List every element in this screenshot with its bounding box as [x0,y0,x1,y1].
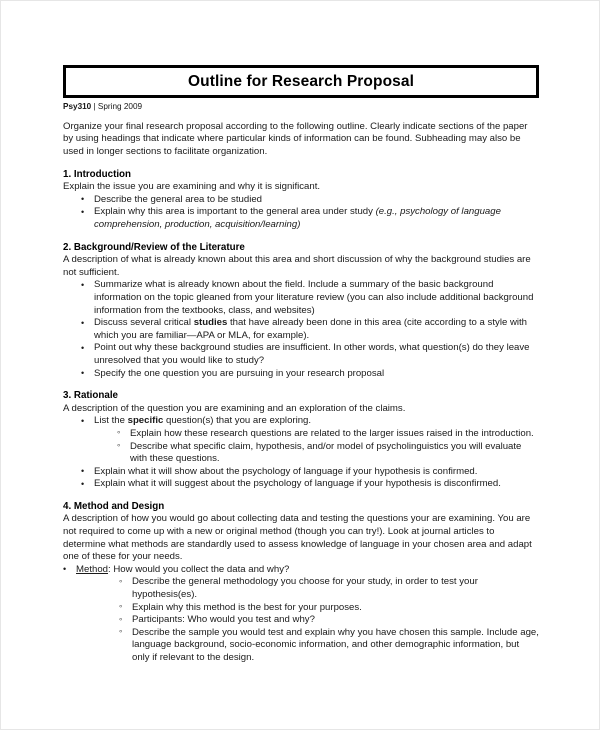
list-item-text: Describe the general methodology you choose for your study, in order to test your hypothesis(es). [132,576,478,601]
section-heading: 1. Introduction [63,168,132,180]
list-item [81,279,539,317]
section-method-and-design [63,501,539,665]
section-background [63,242,539,381]
list-item-text-after: question(s) that you are exploring. [163,415,312,427]
list-item-italic: (e.g., psychology of language comprehension, production, acquisition/learning) [94,206,501,230]
section-introduction [63,169,539,232]
page-title: Outline for Research Proposal [188,72,414,90]
list-item-text: Explain why this area is important to the general area under study [94,206,376,218]
section-lead: Explain the issue you are examining and why it is significant. [63,181,321,193]
list-item [81,317,539,342]
list-item [119,614,539,627]
list-item-text: Discuss several critical [94,317,194,329]
list-item-text-after: that have already been done in this area (cite according to a style with which you are familiar—APA or MLA, for example). [94,317,528,341]
list-item-text: Describe the sample you would test and explain why you have chosen this sample. Include age, language background, socio-economic information, and other demographic information, but only if relevant to the design. [132,626,539,663]
list-item [81,466,539,479]
list-item [119,602,539,615]
byline [63,102,539,112]
section-lead: A description of what is already known about this area and short discussion of why the background studies are not sufficient. [63,254,531,278]
byline-course: Psy310 [63,102,92,111]
list-item [81,478,539,491]
list-item-text: List the [94,415,128,427]
list-item [81,415,539,465]
list-item-text: : How would you collect the data and why? [108,563,290,575]
list-item-bold: studies [193,317,228,329]
list-item [63,564,539,665]
list-item [117,441,539,466]
list-item-text: Describe what specific claim, hypothesis, and/or model of psycholinguistics you will evaluate with these questions. [130,440,522,465]
list-item [117,428,539,441]
sub-bullet-list [94,428,539,466]
list-item-text: Summarize what is already known about the field. Include a summary of the basic background information on the topic gleaned from your literature review (you can also include additional background information from the textbooks, class, and websites) [94,279,534,316]
section-lead: A description of the question you are examining and an exploration of the claims. [63,402,406,414]
list-item [119,627,539,665]
list-item [81,342,539,367]
list-item [81,194,539,207]
list-item [81,206,539,231]
document-content [63,65,539,665]
list-item-text: Explain what it will show about the psychology of language if your hypothesis is confirmed. [94,465,478,477]
title-box [63,65,539,98]
bullet-list [63,194,539,232]
section-rationale [63,390,539,491]
intro-paragraph: Organize your final research proposal according to the following outline. Clearly indicate sections of the paper by using headings that indicate where particular kinds of information can be found. Subheading may also be used in longer sections to facilitate organization. [63,120,528,158]
list-item-underlined: Method [76,563,108,575]
list-item-text: Specify the one question you are pursuing in your research proposal [94,367,385,379]
list-item [119,576,539,601]
byline-term: | Spring 2009 [93,102,143,111]
list-item-text: Point out why these background studies are insufficient. In other words, what question(s) do they leave unresolved that you would like to study? [94,342,530,366]
list-item-text: Participants: Who would you test and why? [132,614,315,626]
list-item [81,368,539,381]
sub-bullet-list [76,576,539,664]
section-heading: 3. Rationale [63,390,118,402]
list-item-bold: specific [127,415,164,427]
list-item-text: Explain what it will suggest about the psychology of language if your hypothesis is disconfirmed. [94,478,501,490]
bullet-list [63,415,539,491]
bullet-list [63,564,539,665]
list-item-text: Explain how these research questions are related to the larger issues raised in the introduction. [130,427,534,439]
section-lead: A description of how you would go about collecting data and testing the questions your are examining. You are not required to come up with a new or original method (though you can try!). Look at journal articles to determine what methods are standardly used to assess knowledge of language in your chosen area and adapt one of these for your needs. [63,513,532,563]
section-heading: 2. Background/Review of the Literature [63,241,245,253]
list-item-text: Describe the general area to be studied [94,193,262,205]
section-heading: 4. Method and Design [63,500,165,512]
list-item-text: Explain why this method is the best for your purposes. [132,601,362,613]
bullet-list [63,279,539,380]
